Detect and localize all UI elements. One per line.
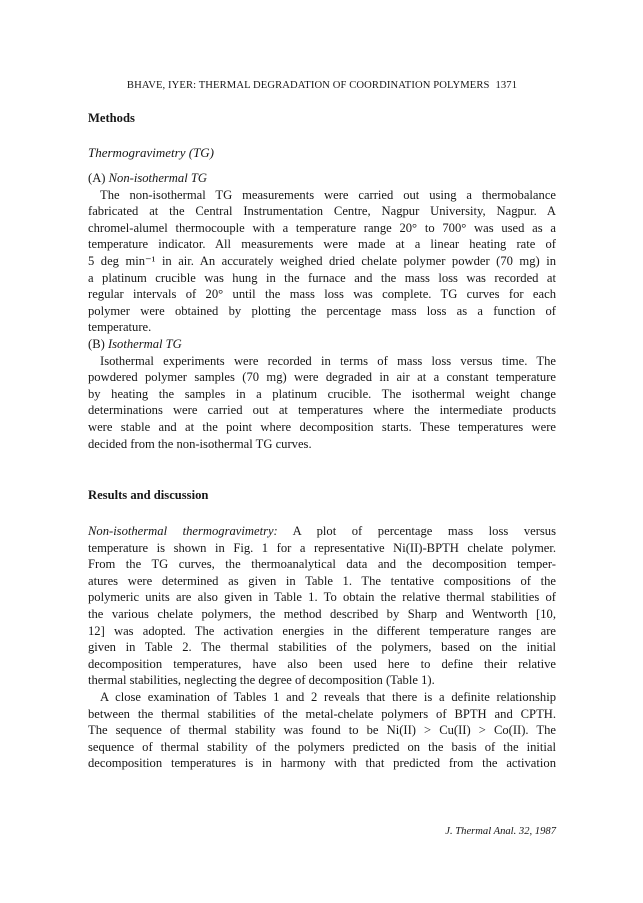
paragraph-line: polymer were obtained by plotting the percentage mass loss as a function of xyxy=(88,303,556,318)
results-lead: Non-isothermal thermogravimetry: xyxy=(88,524,278,538)
running-title: BHAVE, IYER: THERMAL DEGRADATION OF COORDINATION POLYMERS xyxy=(126,80,490,91)
paragraph-line: were stable and at the point where decomposition starts. These temperatures were xyxy=(88,419,556,434)
paragraph-line: thermal stabilities, neglecting the degree of decomposition (Table 1). xyxy=(88,673,435,688)
section-b-label: (B) xyxy=(88,336,105,351)
paragraph-line: 5 deg min⁻¹ in air. An accurately weighed dried chelate polymer powder (70 mg) in xyxy=(88,253,556,268)
paragraph-line: by heating the samples in a platinum crucible. The isothermal weight change xyxy=(88,386,556,401)
section-b-heading xyxy=(88,336,556,353)
paragraph-line: given in Table 2. The thermal stabilities of the polymers, based on the initial xyxy=(88,640,556,655)
section-a xyxy=(88,170,556,452)
paragraph-line: the various chelate polymers, the method described by Sharp and Wentworth [10, xyxy=(88,606,556,621)
paragraph-line: 12] was adopted. The activation energies in the different temperature ranges are xyxy=(88,623,556,638)
tg-heading: Thermogravimetry (TG) xyxy=(88,145,215,160)
results-body xyxy=(88,523,556,772)
paragraph-line: From the TG curves, the thermoanalytical data and the decomposition temper- xyxy=(88,557,556,572)
paragraph-line: The non-isothermal TG measurements were carried out using a thermobalance xyxy=(100,187,556,202)
paragraph-text: A plot of percentage mass loss versus xyxy=(292,524,556,538)
paragraph-line: determinations were carried out at temperatures where the intermediate products xyxy=(88,403,556,418)
paragraph-line: chromel-alumel thermocouple with a temperature range 20° to 700° was used as a xyxy=(88,220,556,235)
paragraph-line: sequence of thermal stability of the polymers predicted on the basis of the initial xyxy=(88,739,556,754)
paragraph-line: decided from the non-isothermal TG curves. xyxy=(88,436,312,451)
paragraph-line: decomposition temperatures is in harmony with that predicted from the activation xyxy=(88,756,556,771)
paragraph-line xyxy=(88,523,556,540)
paragraph-line: decomposition temperatures, have also been used here to define their relative xyxy=(88,656,556,671)
paragraph-line: A close examination of Tables 1 and 2 reveals that there is a definite relationship xyxy=(100,689,556,704)
paragraph-line: atures were determined as given in Table 1. The tentative compositions of the xyxy=(88,573,556,588)
results-heading: Results and discussion xyxy=(88,488,209,502)
paragraph-line: Isothermal experiments were recorded in terms of mass loss versus time. The xyxy=(100,353,556,368)
paragraph-line: The sequence of thermal stability was found to be Ni(II) > Cu(II) > Co(II). The xyxy=(88,723,556,738)
paragraph-line: temperature is shown in Fig. 1 for a representative Ni(II)-BPTH chelate polymer. xyxy=(88,540,556,555)
paragraph-line: temperature. xyxy=(88,320,152,335)
running-header xyxy=(88,80,556,91)
section-a-label: (A) xyxy=(88,171,106,185)
section-a-heading xyxy=(88,170,556,187)
journal-citation: J. Thermal Anal. 32, 1987 xyxy=(445,826,556,837)
paragraph-line: regular intervals of 20° until the mass loss was complete. TG curves for each xyxy=(88,287,556,302)
paragraph-line: between the thermal stabilities of the metal-chelate polymers of BPTH and CPTH. xyxy=(88,706,556,721)
paragraph-line: fabricated at the Central Instrumentation Centre, Nagpur University, Nagpur. A xyxy=(88,204,556,219)
paragraph-line: powdered polymer samples (70 mg) were degraded in air at a constant temperature xyxy=(88,370,556,385)
methods-heading: Methods xyxy=(88,111,135,125)
paragraph-line: polymeric units are also given in Table 1. To obtain the relative thermal stabilities of xyxy=(88,590,556,605)
paragraph-line: a platinum crucible was hung in the furnace and the mass loss was recorded at xyxy=(88,270,556,285)
paragraph-line: temperature indicator. All measurements were made at a linear heating rate of xyxy=(88,237,556,252)
page-number: 1371 xyxy=(495,80,518,91)
section-a-title: Non-isothermal TG xyxy=(108,171,207,185)
section-b-title: Isothermal TG xyxy=(107,336,182,351)
